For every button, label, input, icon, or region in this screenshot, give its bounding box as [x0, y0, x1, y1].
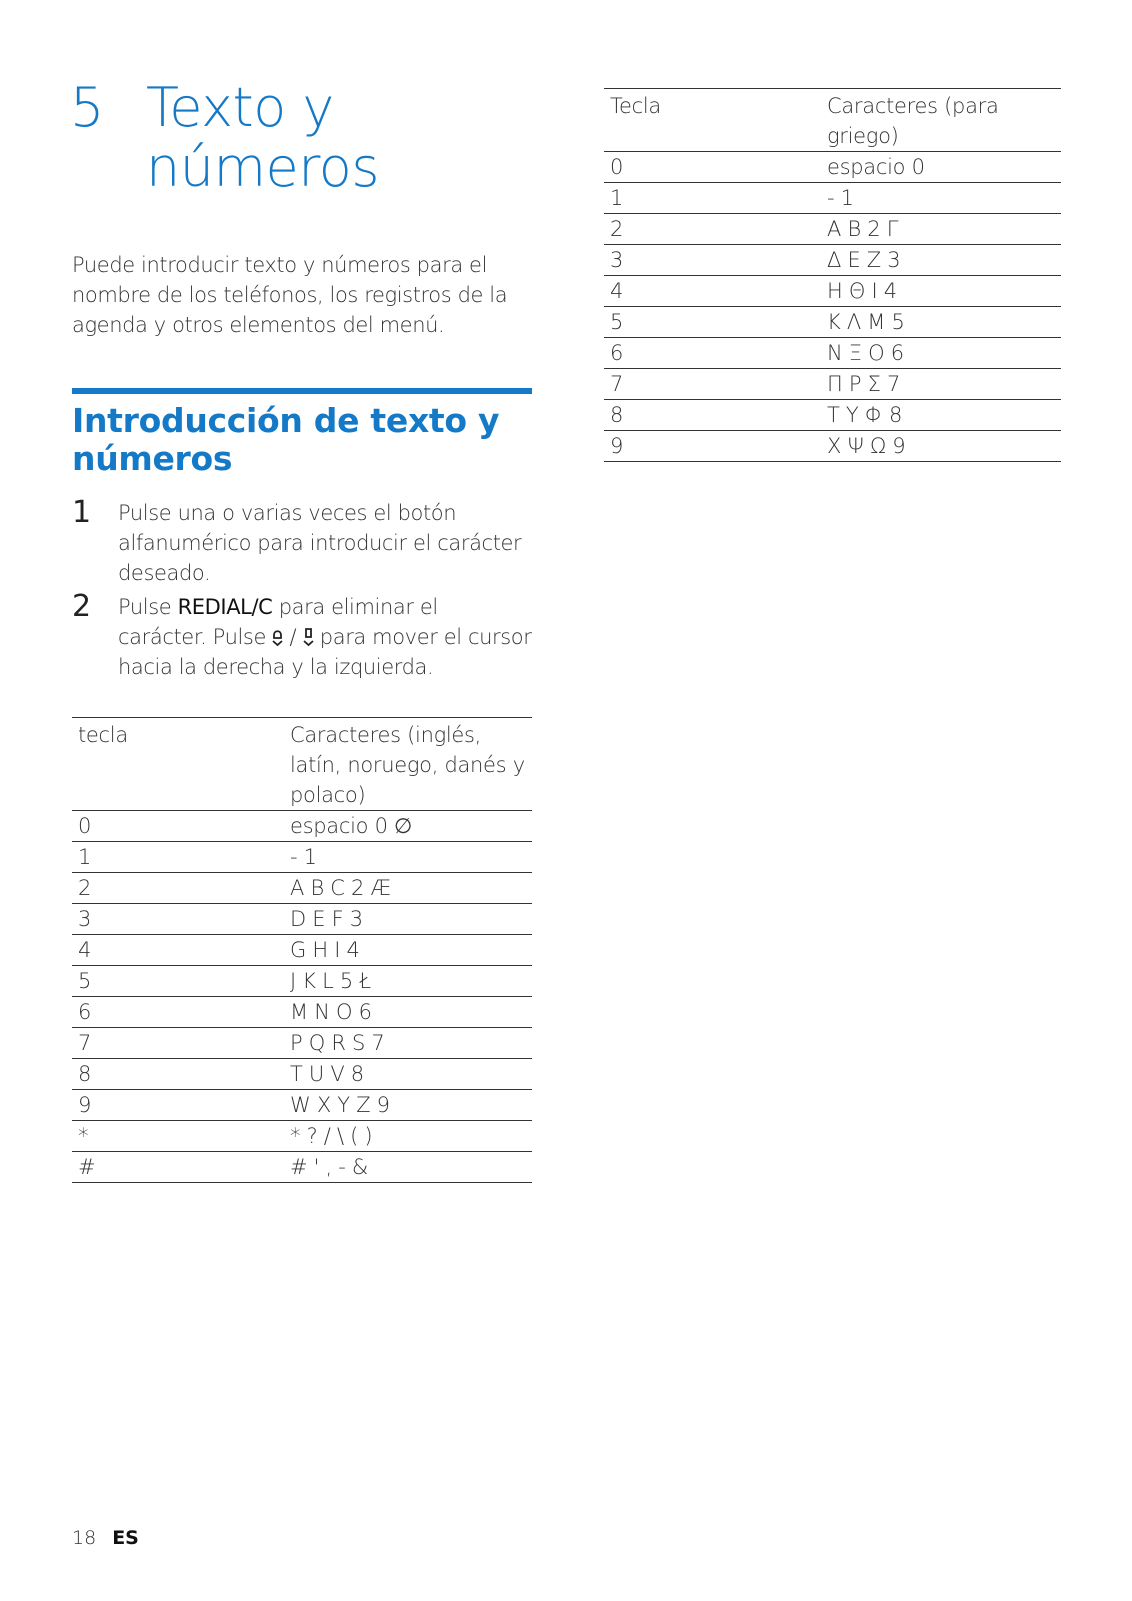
page-footer [72, 1527, 139, 1549]
characters-cell: * ? / \ ( ) [284, 1121, 532, 1152]
characters-cell: G H I 4 [284, 935, 532, 966]
key-cell: 2 [72, 873, 284, 904]
table-row [72, 997, 532, 1028]
characters-cell: espacio 0 ∅ [284, 811, 532, 842]
table-row [604, 338, 1061, 369]
key-cell: # [72, 1152, 284, 1183]
key-cell: 3 [604, 245, 821, 276]
characters-cell: - 1 [284, 842, 532, 873]
language-code: ES [112, 1527, 139, 1549]
characters-cell: Caracteres (inglés, latín, noruego, danés y polaco) [284, 718, 532, 811]
step-text: Pulse una o varias veces el botón alfanumérico para introducir el carácter deseado. [118, 501, 522, 585]
characters-cell: W X Y Z 9 [284, 1090, 532, 1121]
characters-cell: Κ Λ Μ 5 [821, 307, 1061, 338]
characters-cell: A B C 2 Æ [284, 873, 532, 904]
step-text-post: para mover el cursor hacia la derecha y la izquierda. [118, 625, 532, 679]
step-text [118, 592, 532, 682]
characters-cell: Χ Ψ Ω 9 [821, 431, 1061, 462]
table-row [604, 245, 1061, 276]
characters-cell: T U V 8 [284, 1059, 532, 1090]
key-cell: 8 [72, 1059, 284, 1090]
key-cell: 7 [72, 1028, 284, 1059]
step-1 [72, 495, 532, 588]
section-rule [72, 388, 532, 394]
characters-cell: Δ Ε Ζ 3 [821, 245, 1061, 276]
key-cell: 0 [72, 811, 284, 842]
table-row [604, 369, 1061, 400]
table-row [604, 307, 1061, 338]
key-cell: 4 [604, 276, 821, 307]
table-row [604, 431, 1061, 462]
characters-cell: espacio 0 [821, 152, 1061, 183]
step-text-pre: Pulse [118, 595, 172, 619]
cursor-right-icon [272, 625, 283, 649]
table-row [604, 183, 1061, 214]
characters-cell: Caracteres (para griego) [821, 89, 1061, 152]
key-cell: 0 [604, 152, 821, 183]
chapter-title: Texto y números [146, 76, 379, 199]
key-cell: 7 [604, 369, 821, 400]
key-cell: 9 [604, 431, 821, 462]
table-header-row [72, 718, 532, 811]
characters-cell: Π Ρ Σ 7 [821, 369, 1061, 400]
key-cell: 6 [604, 338, 821, 369]
table-row [72, 1090, 532, 1121]
table-row [604, 400, 1061, 431]
key-cell: 2 [604, 214, 821, 245]
cursor-left-icon [303, 625, 314, 649]
characters-cell: # ' , - & [284, 1152, 532, 1183]
key-cell: 1 [604, 183, 821, 214]
characters-cell: M N O 6 [284, 997, 532, 1028]
key-cell: Tecla [604, 89, 821, 152]
table-row [604, 276, 1061, 307]
characters-cell: - 1 [821, 183, 1061, 214]
key-cell: 8 [604, 400, 821, 431]
table-row [72, 1028, 532, 1059]
step-number: 1 [72, 495, 91, 530]
characters-cell: D E F 3 [284, 904, 532, 935]
intro-paragraph: Puede introducir texto y números para el nombre de los teléfonos, los registros de la agenda y otros elementos del menú. [72, 253, 508, 337]
table-row [72, 842, 532, 873]
table-row [72, 1059, 532, 1090]
table-row [72, 811, 532, 842]
section-title: Introducción de texto y números [72, 401, 500, 478]
latin-characters-table [72, 717, 532, 1183]
table-row [72, 935, 532, 966]
table-row [604, 152, 1061, 183]
key-cell: 5 [72, 966, 284, 997]
table-row [72, 1152, 532, 1183]
chapter-heading [70, 78, 446, 198]
key-cell: * [72, 1121, 284, 1152]
redial-key-label: REDIAL/C [177, 595, 273, 619]
key-cell: 3 [72, 904, 284, 935]
table-row [72, 904, 532, 935]
characters-cell: J K L 5 Ł [284, 966, 532, 997]
page-number: 18 [72, 1527, 97, 1549]
step-separator: / [289, 625, 297, 649]
key-cell: tecla [72, 718, 284, 811]
key-cell: 1 [72, 842, 284, 873]
table-row [72, 873, 532, 904]
greek-characters-table [604, 88, 1061, 462]
characters-cell: Ν Ξ Ο 6 [821, 338, 1061, 369]
characters-cell: Η Θ Ι 4 [821, 276, 1061, 307]
key-cell: 6 [72, 997, 284, 1028]
table-header-row [604, 89, 1061, 152]
chapter-number: 5 [70, 76, 104, 139]
step-2 [72, 589, 532, 682]
table-row [72, 1121, 532, 1152]
step-number: 2 [72, 589, 91, 624]
step-text-mid: para eliminar el carácter. Pulse [118, 595, 438, 649]
characters-cell: Τ Υ Φ 8 [821, 400, 1061, 431]
characters-cell: P Q R S 7 [284, 1028, 532, 1059]
table-row [604, 214, 1061, 245]
table-row [72, 966, 532, 997]
key-cell: 5 [604, 307, 821, 338]
key-cell: 4 [72, 935, 284, 966]
key-cell: 9 [72, 1090, 284, 1121]
characters-cell: Α Β 2 Γ [821, 214, 1061, 245]
